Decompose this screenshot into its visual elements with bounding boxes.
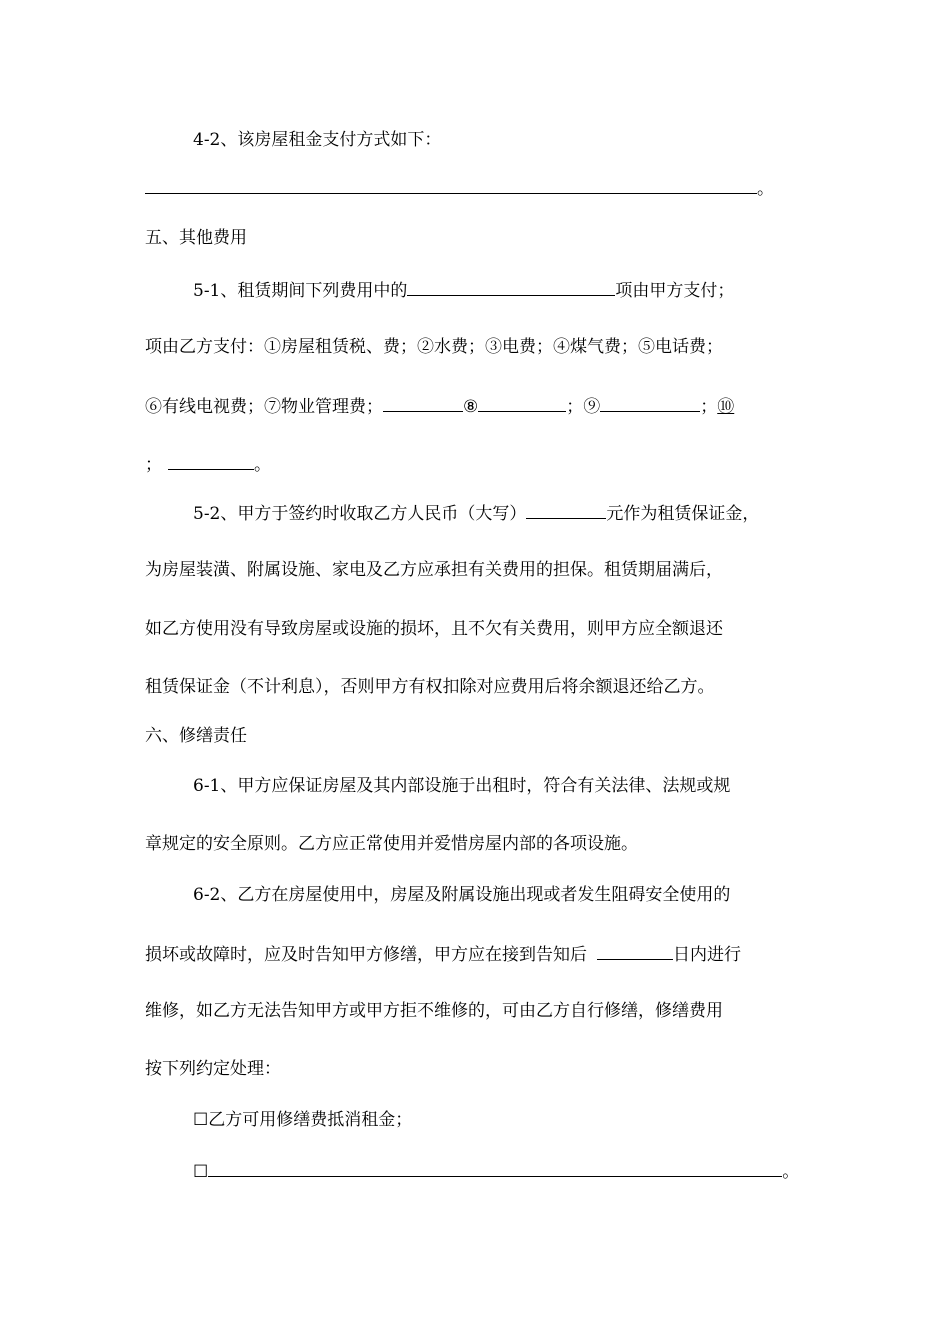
clause-4-2-label: 4-2、该房屋租金支付方式如下：	[193, 130, 442, 150]
landlord-paid-items-blank[interactable]	[407, 277, 615, 296]
clause-4-2-blank-line: 。	[145, 175, 774, 199]
clause-5-2-line3: 如乙方使用没有导致房屋或设施的损坏，且不欠有关费用，则甲方应全额退还	[145, 619, 723, 639]
fee-item-10-blank[interactable]	[168, 451, 254, 470]
repair-option-2-blank[interactable]	[208, 1158, 782, 1177]
clause-6-2-line2: 损坏或故障时，应及时告知甲方修缮，甲方应在接到告知后 日内进行	[145, 941, 741, 965]
deposit-amount-blank[interactable]	[526, 500, 606, 519]
clause-5-2-line1: 5-2、甲方于签约时收取乙方人民币（大写） 元作为租赁保证金，	[193, 500, 759, 524]
section-6-heading: 六、修缮责任	[145, 726, 247, 746]
clause-6-2-line3: 维修，如乙方无法告知甲方或甲方拒不维修的，可由乙方自行修缮，修缮费用	[145, 1001, 723, 1021]
fee-item-8-blank[interactable]	[478, 393, 566, 412]
clause-6-2-line1: 6-2、乙方在房屋使用中，房屋及附属设施出现或者发生阻碍安全使用的	[193, 885, 731, 905]
fee-item-7-blank[interactable]	[383, 393, 463, 412]
repair-option-1[interactable]: ☐乙方可用修缮费抵消租金；	[193, 1110, 413, 1130]
fee-item-9-blank[interactable]	[600, 393, 700, 412]
clause-6-2-line4: 按下列约定处理：	[145, 1059, 281, 1079]
clause-5-1-line1: 5-1、租赁期间下列费用中的 项由甲方支付；	[193, 277, 734, 301]
clause-6-1-line1: 6-1、甲方应保证房屋及其内部设施于出租时，符合有关法律、法规或规	[193, 776, 731, 796]
clause-5-1-line3: ⑥有线电视费；⑦物业管理费； ⑧ ；⑨ ；⑩	[145, 393, 734, 417]
payment-method-blank[interactable]	[145, 175, 757, 194]
repair-option-2[interactable]: ☐ 。	[193, 1158, 799, 1182]
clause-5-1-line2: 项由乙方支付：①房屋租赁税、费；②水费；③电费；④煤气费；⑤电话费；	[145, 337, 723, 357]
section-5-heading: 五、其他费用	[145, 228, 247, 248]
repair-days-blank[interactable]	[597, 941, 673, 960]
clause-5-2-line4: 租赁保证金（不计利息），否则甲方有权扣除对应费用后将余额退还给乙方。	[145, 677, 715, 697]
clause-6-1-line2: 章规定的安全原则。乙方应正常使用并爱惜房屋内部的各项设施。	[145, 834, 638, 854]
clause-5-2-line2: 为房屋装潢、附属设施、家电及乙方应承担有关费用的担保。租赁期届满后，	[145, 560, 723, 580]
clause-5-1-line4: ； 。	[145, 451, 271, 475]
